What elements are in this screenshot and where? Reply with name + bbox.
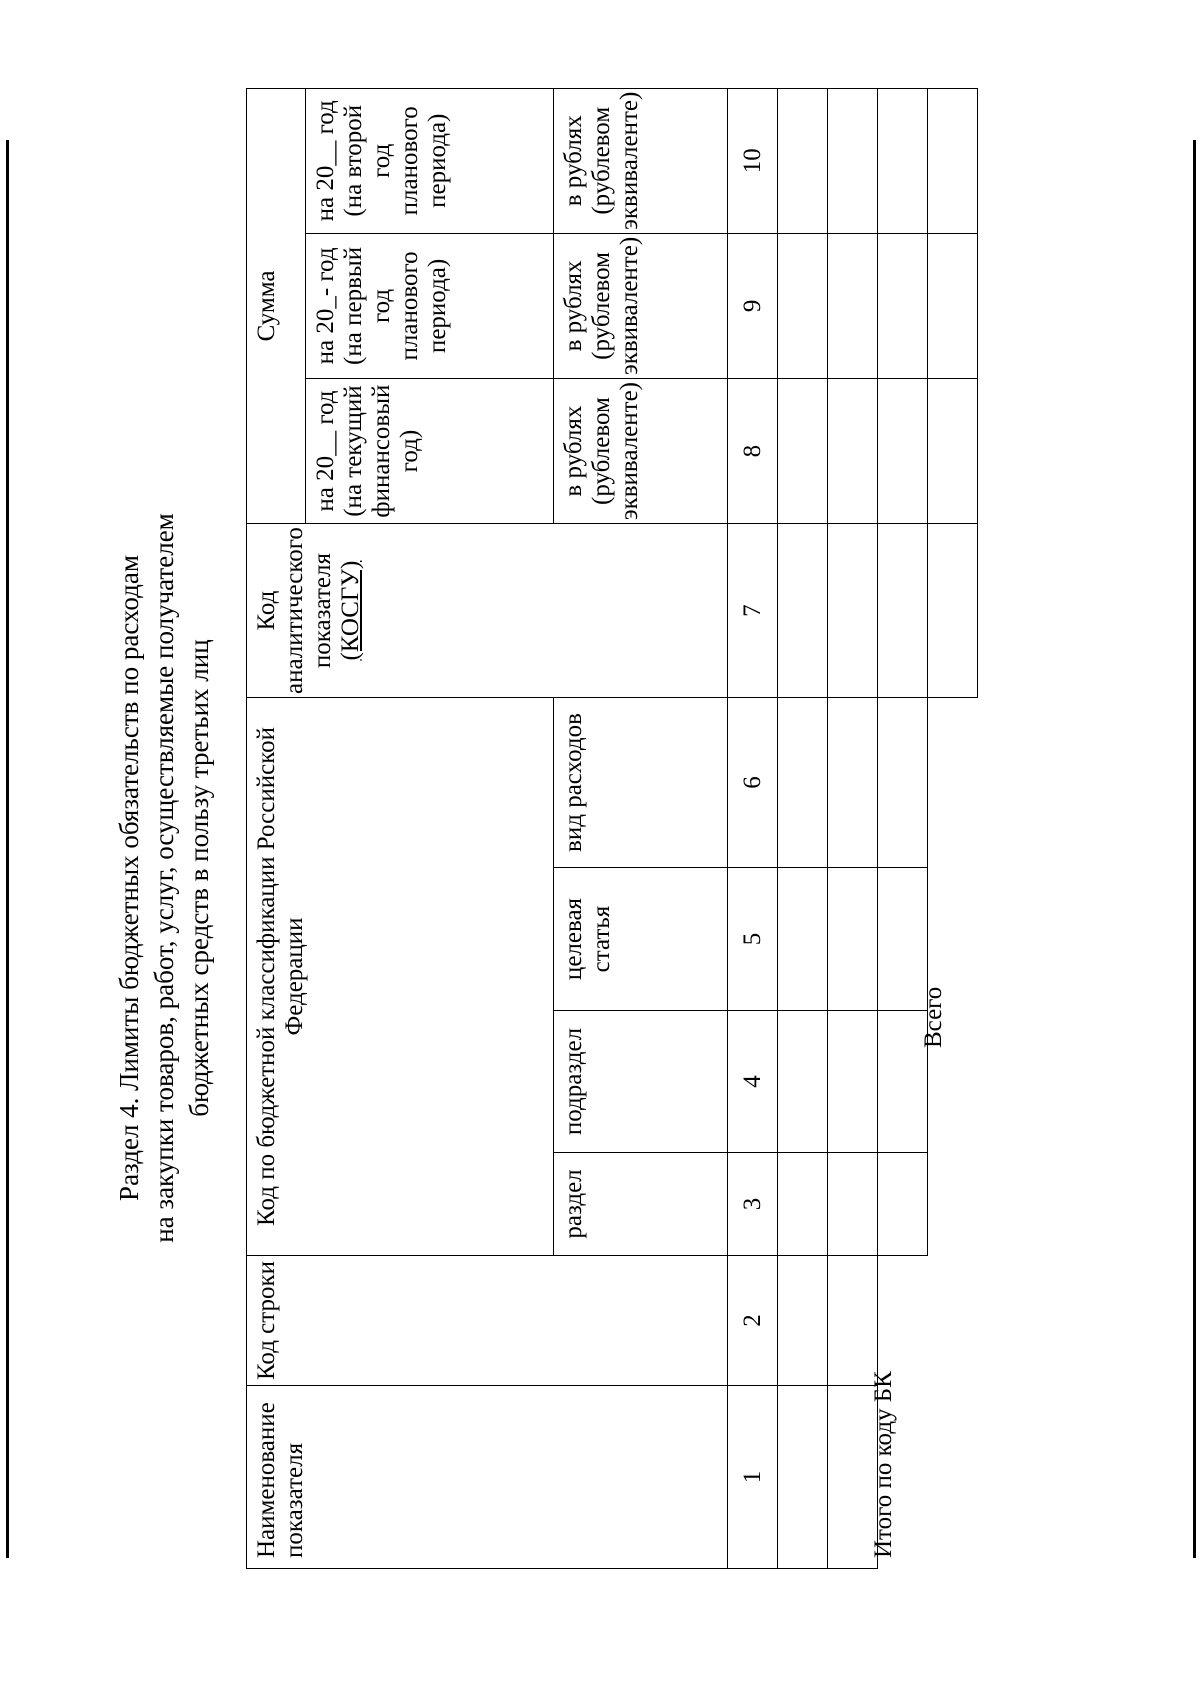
header-section: раздел (554, 1153, 728, 1256)
col-number-8: 8 (728, 379, 778, 524)
cell-target-article[interactable] (828, 868, 878, 1011)
cell-subsection[interactable] (778, 1011, 828, 1153)
table-row (828, 88, 878, 1568)
title-line-2: на закупки товаров, работ, услуг, осуществляемые получателем (149, 513, 179, 1243)
grand-total-cell-analytic-code[interactable] (928, 524, 978, 698)
header-expense-type: вид расходов (554, 698, 728, 868)
cell-expense-type[interactable] (828, 698, 878, 868)
header-currency-second: в рублях (рублевом эквиваленте) (554, 88, 728, 233)
header-name: Наименование показателя (247, 1386, 728, 1569)
cell-section[interactable] (778, 1153, 828, 1256)
cell-analytic-code[interactable] (828, 524, 878, 698)
limits-table (246, 88, 978, 1569)
col-number-1: 1 (728, 1386, 778, 1569)
col-number-3: 3 (728, 1153, 778, 1256)
cell-name[interactable] (778, 1386, 828, 1569)
grand-total-label-spacer (928, 698, 978, 1569)
analytic-code-label: Код аналитического показателя (253, 527, 336, 694)
section-title (112, 198, 217, 1558)
cell-sum-first[interactable] (778, 233, 828, 378)
cell-section[interactable] (828, 1153, 878, 1256)
cell-sum-first[interactable] (828, 233, 878, 378)
total-by-bk-row (878, 88, 928, 1568)
header-year-second: на 20__ год (на второй год планового периода) (306, 88, 554, 233)
grand-total-cell-sum-first[interactable] (928, 233, 978, 378)
header-year-current: на 20__ год (на текущий финансовый год) (306, 379, 554, 524)
cell-expense-type[interactable] (778, 698, 828, 868)
header-currency-first: в рублях (рублевом эквиваленте) (554, 233, 728, 378)
total-cell-sum-current[interactable] (878, 379, 928, 524)
grand-total-label: Всего (920, 986, 947, 1048)
cell-sum-second[interactable] (828, 88, 878, 233)
grand-total-cell-sum-second[interactable] (928, 88, 978, 233)
cell-line-code[interactable] (778, 1256, 828, 1386)
cell-sum-current[interactable] (828, 379, 878, 524)
total-cell-analytic-code[interactable] (878, 524, 928, 698)
col-number-6: 6 (728, 698, 778, 868)
grand-total-row (928, 88, 978, 1568)
total-cell-sum-second[interactable] (878, 88, 928, 233)
col-number-7: 7 (728, 524, 778, 698)
cell-subsection[interactable] (828, 1011, 878, 1153)
col-number-5: 5 (728, 868, 778, 1011)
header-currency-current: в рублях (рублевом эквиваленте) (554, 379, 728, 524)
kosgu-link[interactable]: (КОСГУ) (337, 560, 364, 661)
header-bk-code: Код по бюджетной классификации Российской Федерации (247, 698, 554, 1256)
col-number-4: 4 (728, 1011, 778, 1153)
header-year-first: на 20_- год (на первый год планового периода) (306, 233, 554, 378)
col-number-2: 2 (728, 1256, 778, 1386)
cell-target-article[interactable] (778, 868, 828, 1011)
header-target-article: целевая статья (554, 868, 728, 1011)
title-line-3: бюджетных средств в пользу третьих лиц (184, 639, 214, 1117)
cell-analytic-code[interactable] (778, 524, 828, 698)
header-line-code: Код строки (247, 1256, 728, 1386)
table-row (778, 88, 828, 1568)
total-cell-section[interactable] (878, 1153, 928, 1256)
header-sum: Сумма (247, 88, 306, 523)
cell-line-code[interactable] (828, 1256, 878, 1386)
total-cell-expense-type[interactable] (878, 698, 928, 868)
total-cell-sum-first[interactable] (878, 233, 928, 378)
grand-total-cell-sum-current[interactable] (928, 379, 978, 524)
title-line-1: Раздел 4. Лимиты бюджетных обязательств по расходам (114, 555, 144, 1201)
cell-sum-second[interactable] (778, 88, 828, 233)
cell-sum-current[interactable] (778, 379, 828, 524)
col-number-9: 9 (728, 233, 778, 378)
header-subsection: подраздел (554, 1011, 728, 1153)
total-by-bk-label: Итого по коду БК (870, 1371, 897, 1558)
col-number-10: 10 (728, 88, 778, 233)
header-analytic-code (247, 524, 728, 698)
